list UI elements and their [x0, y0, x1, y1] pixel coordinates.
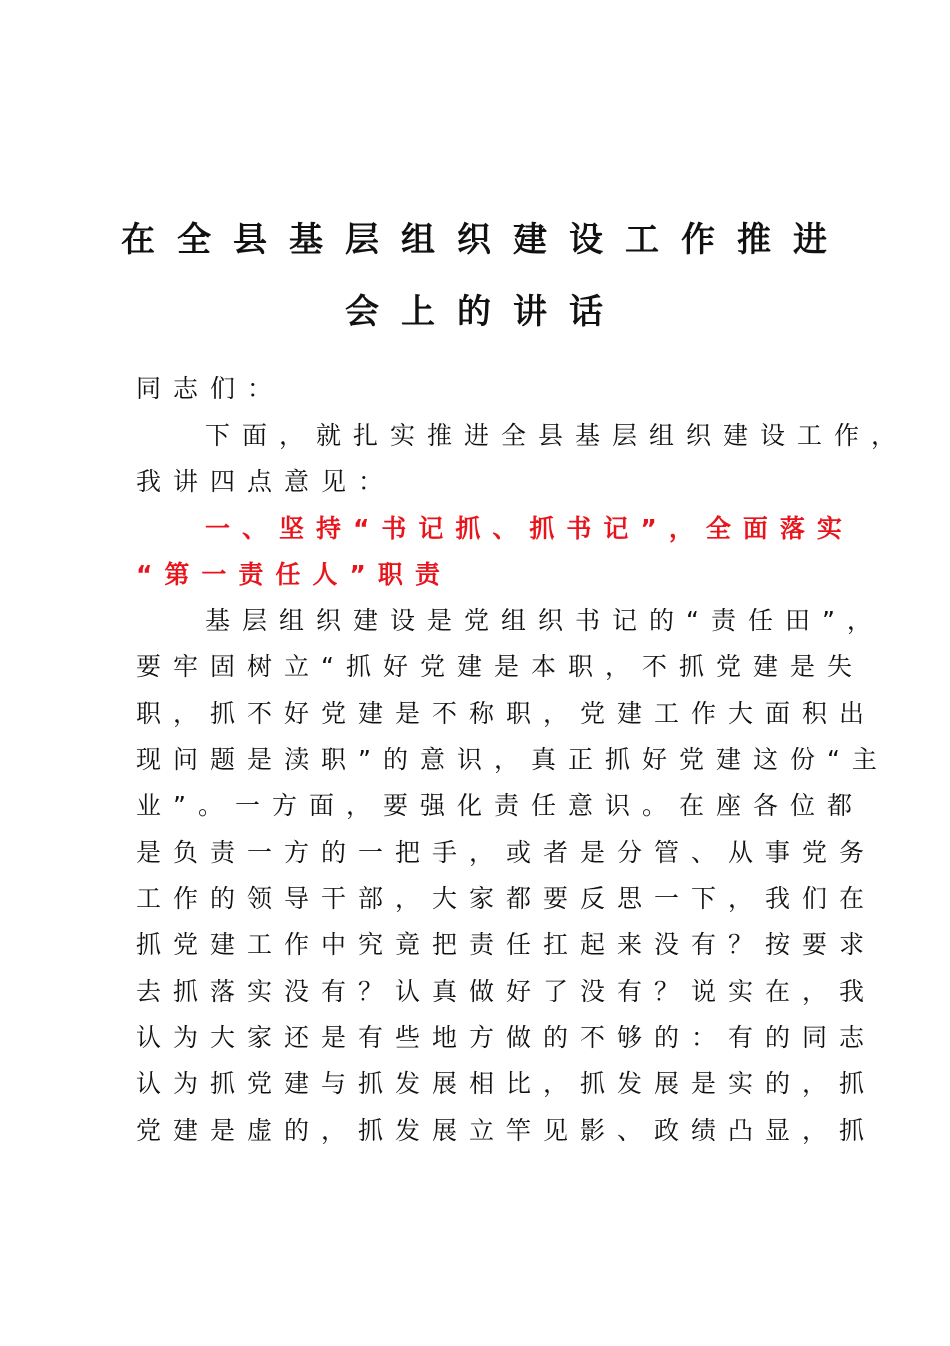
- body-line: 职，抓不好党建是不称职，党建工作大面积出: [136, 699, 877, 728]
- body-line: 去抓落实没有？认真做好了没有？说实在，我: [136, 977, 877, 1006]
- body-line: 认为抓党建与抓发展相比，抓发展是实的，抓: [136, 1069, 877, 1098]
- body-line: 要牢固树立“抓好党建是本职，不抓党建是失: [136, 652, 864, 681]
- body-line: 党建是虚的，抓发展立竿见影、政绩凸显，抓: [136, 1116, 877, 1145]
- body-line: 现问题是渎职”的意识，真正抓好党建这份“主: [136, 745, 889, 774]
- section-heading-line: 一、坚持“书记抓、抓书记”，全面落实: [205, 514, 854, 543]
- body-line: 认为大家还是有些地方做的不够的：有的同志: [136, 1023, 877, 1052]
- body-line: 工作的领导干部，大家都要反思一下，我们在: [136, 884, 877, 913]
- intro-line: 我讲四点意见：: [136, 467, 396, 496]
- body-line: 业”。一方面，要强化责任意识。在座各位都: [136, 791, 864, 820]
- body-line: 抓党建工作中究竟把责任扛起来没有？按要求: [136, 930, 877, 959]
- body-line: 是负责一方的一把手，或者是分管、从事党务: [136, 838, 877, 867]
- body-line: 基层组织建设是党组织书记的“责任田”，: [205, 606, 884, 635]
- title-line-2: 会上的讲话: [345, 292, 625, 332]
- title-line-1: 在全县基层组织建设工作推进: [121, 220, 849, 260]
- intro-line: 下面，就扎实推进全县基层组织建设工作，: [205, 421, 909, 450]
- section-heading-line: “第一责任人”职责: [136, 560, 452, 589]
- salutation: 同志们：: [136, 374, 285, 403]
